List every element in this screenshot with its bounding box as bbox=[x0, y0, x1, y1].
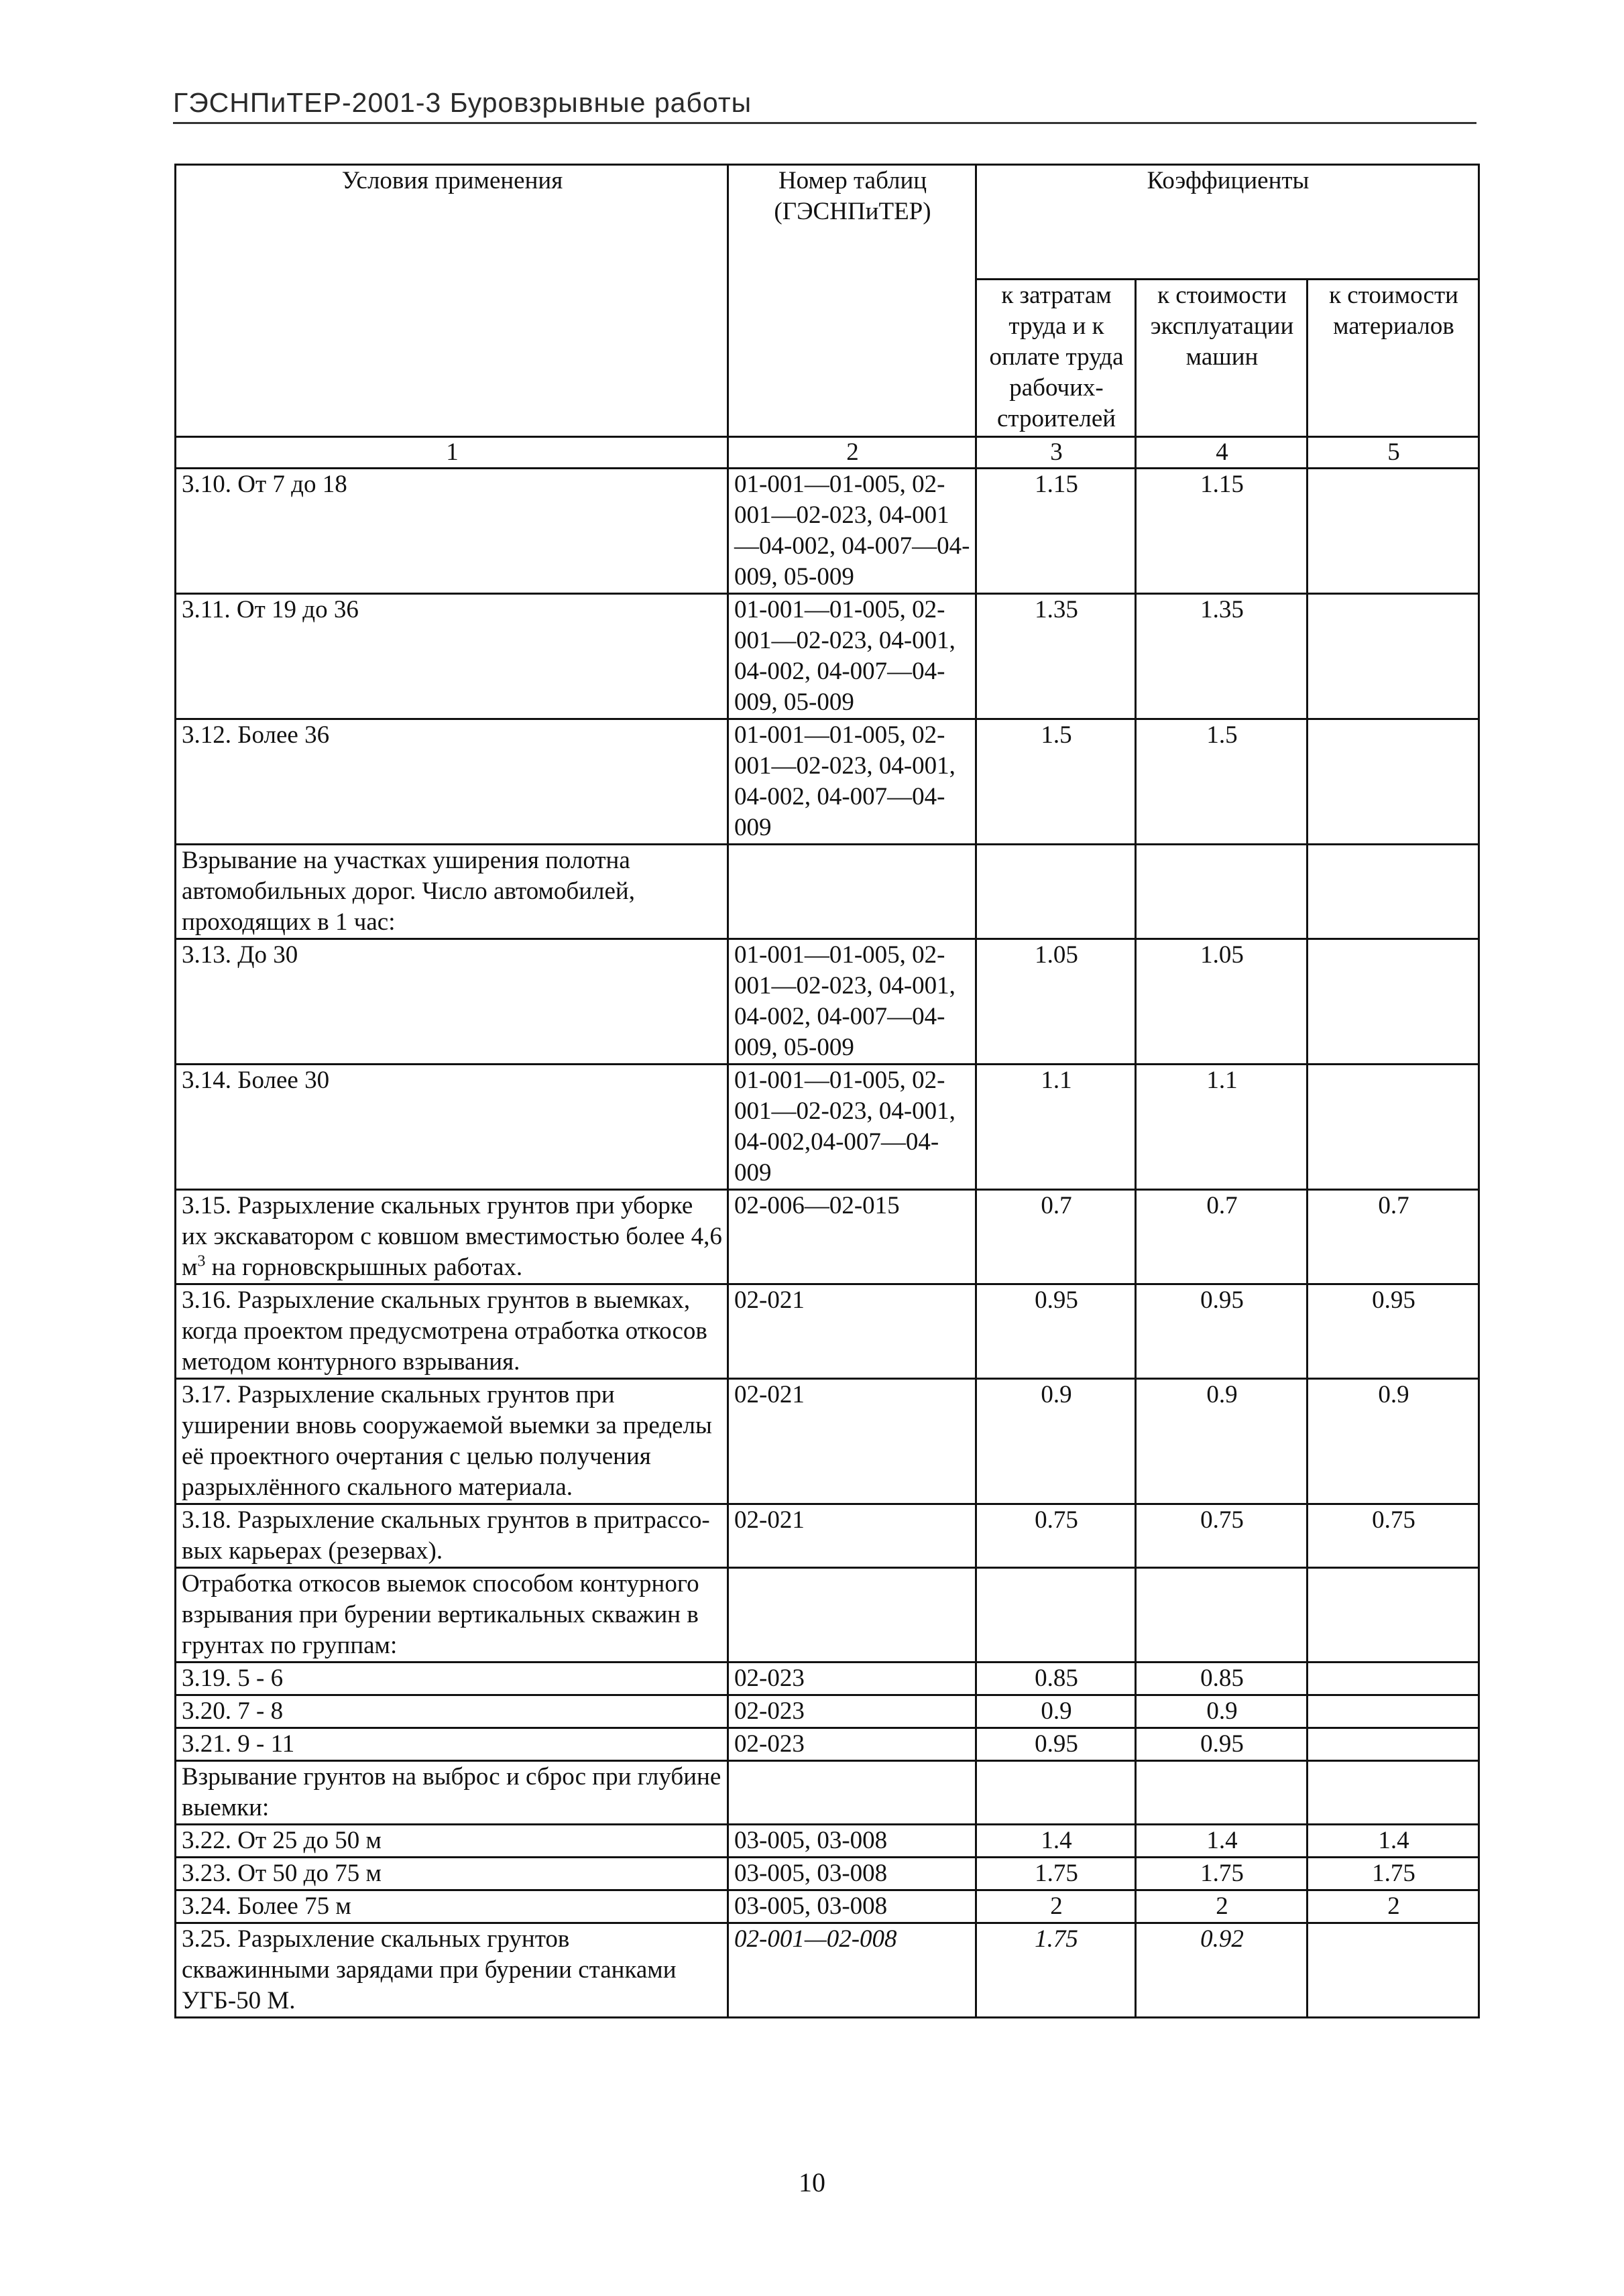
table-row bbox=[176, 1858, 1479, 1890]
coef-materials-cell bbox=[1308, 1728, 1479, 1761]
header-table-numbers-line1: Номер таблиц bbox=[778, 167, 927, 194]
coef-labor-cell: 1.05 bbox=[976, 939, 1136, 1065]
table-row bbox=[176, 1065, 1479, 1190]
condition-cell: 3.16. Разрыхление скальных грунтов в выемках, когда проектом предусмотрена отработка откосов методом контурного взрывания. bbox=[176, 1284, 728, 1379]
table-row bbox=[176, 1825, 1479, 1858]
coef-labor-cell: 0.9 bbox=[976, 1695, 1136, 1728]
coef-labor-cell: 1.75 bbox=[976, 1858, 1136, 1890]
table-numbers-cell: 01-001—01-005, 02-001—02-023, 04-001, 04-002,04-007—04-009 bbox=[728, 1065, 976, 1190]
coef-labor-cell: 1.75 bbox=[976, 1923, 1136, 2018]
table-row bbox=[176, 469, 1479, 594]
coef-materials-cell bbox=[1308, 1695, 1479, 1728]
coef-materials-cell: 0.75 bbox=[1308, 1504, 1479, 1568]
condition-cell: 3.12. Более 36 bbox=[176, 719, 728, 845]
condition-cell: 3.13. До 30 bbox=[176, 939, 728, 1065]
cubic-superscript: 3 bbox=[197, 1252, 206, 1270]
table-row bbox=[176, 1890, 1479, 1923]
coef-machines-cell: 1.35 bbox=[1136, 594, 1308, 719]
condition-cell: 3.10. От 7 до 18 bbox=[176, 469, 728, 594]
coef-machines-cell: 1.4 bbox=[1136, 1825, 1308, 1858]
condition-cell: 3.11. От 19 до 36 bbox=[176, 594, 728, 719]
table-row-section-heading bbox=[176, 1568, 1479, 1663]
condition-cell: 3.24. Более 75 м bbox=[176, 1890, 728, 1923]
coef-materials-cell bbox=[1308, 1663, 1479, 1695]
table-row bbox=[176, 1663, 1479, 1695]
coef-materials-cell: 0.7 bbox=[1308, 1190, 1479, 1284]
column-number: 5 bbox=[1308, 437, 1479, 469]
coef-materials-cell bbox=[1308, 845, 1479, 939]
header-conditions: Условия применения bbox=[176, 165, 728, 437]
table-row bbox=[176, 1284, 1479, 1379]
coef-materials-cell: 0.95 bbox=[1308, 1284, 1479, 1379]
coef-labor-cell bbox=[976, 1761, 1136, 1825]
table-numbers-cell: 01-001—01-005, 02-001—02-023, 04-001—04-002, 04-007—04-009, 05-009 bbox=[728, 469, 976, 594]
condition-cell: 3.19. 5 - 6 bbox=[176, 1663, 728, 1695]
column-number: 1 bbox=[176, 437, 728, 469]
table-numbers-cell: 02-023 bbox=[728, 1728, 976, 1761]
coef-machines-cell bbox=[1136, 1761, 1308, 1825]
condition-cell: 3.14. Более 30 bbox=[176, 1065, 728, 1190]
coef-labor-cell: 1.15 bbox=[976, 469, 1136, 594]
coef-labor-cell: 0.85 bbox=[976, 1663, 1136, 1695]
coef-labor-cell bbox=[976, 1568, 1136, 1663]
table-numbers-cell: 02-023 bbox=[728, 1695, 976, 1728]
coef-machines-cell: 0.85 bbox=[1136, 1663, 1308, 1695]
coef-materials-cell bbox=[1308, 594, 1479, 719]
coef-machines-cell: 1.05 bbox=[1136, 939, 1308, 1065]
table-numbers-cell: 03-005, 03-008 bbox=[728, 1858, 976, 1890]
condition-cell: 3.25. Разрыхление скальных грунтов скважинными зарядами при бурении станками УГБ-50 М. bbox=[176, 1923, 728, 2018]
header-rule bbox=[173, 122, 1476, 124]
coef-labor-cell: 0.9 bbox=[976, 1379, 1136, 1504]
condition-cell: 3.21. 9 - 11 bbox=[176, 1728, 728, 1761]
page-number: 10 bbox=[799, 2167, 825, 2197]
condition-cell: 3.18. Разрыхление скальных грунтов в притрассо-вых карьерах (резервах). bbox=[176, 1504, 728, 1568]
table-row bbox=[176, 1923, 1479, 2018]
coef-machines-cell: 0.92 bbox=[1136, 1923, 1308, 2018]
table-numbers-cell bbox=[728, 1761, 976, 1825]
header-table-numbers-line2: (ГЭСНПиТЕР) bbox=[774, 198, 931, 225]
header-coefficients: Коэффициенты bbox=[976, 165, 1479, 280]
coefficients-table bbox=[174, 164, 1480, 2018]
table-row bbox=[176, 1728, 1479, 1761]
column-number: 3 bbox=[976, 437, 1136, 469]
condition-cell: 3.23. От 50 до 75 м bbox=[176, 1858, 728, 1890]
table-row-section-heading bbox=[176, 845, 1479, 939]
table-numbers-cell: 02-023 bbox=[728, 1663, 976, 1695]
running-header: ГЭСНПиТЕР-2001-3 Буровзрывные работы bbox=[173, 87, 752, 118]
coef-machines-cell bbox=[1136, 1568, 1308, 1663]
header-col5-materials: к стоимости материалов bbox=[1308, 280, 1479, 437]
coef-labor-cell: 0.95 bbox=[976, 1728, 1136, 1761]
coef-labor-cell: 0.75 bbox=[976, 1504, 1136, 1568]
coef-machines-cell: 0.75 bbox=[1136, 1504, 1308, 1568]
table-row bbox=[176, 1190, 1479, 1284]
coef-machines-cell: 1.1 bbox=[1136, 1065, 1308, 1190]
table-row bbox=[176, 939, 1479, 1065]
coef-materials-cell bbox=[1308, 719, 1479, 845]
table-numbers-cell: 01-001—01-005, 02-001—02-023, 04-001, 04-002, 04-007—04-009, 05-009 bbox=[728, 594, 976, 719]
header-col4-machines: к стоимости эксплуатации машин bbox=[1136, 280, 1308, 437]
table-row-section-heading bbox=[176, 1761, 1479, 1825]
coef-materials-cell: 1.75 bbox=[1308, 1858, 1479, 1890]
coef-materials-cell bbox=[1308, 939, 1479, 1065]
header-table-numbers bbox=[728, 165, 976, 437]
coef-machines-cell: 0.95 bbox=[1136, 1728, 1308, 1761]
table-row bbox=[176, 594, 1479, 719]
table-numbers-cell: 02-006—02-015 bbox=[728, 1190, 976, 1284]
coef-materials-cell bbox=[1308, 469, 1479, 594]
coef-materials-cell bbox=[1308, 1568, 1479, 1663]
table-row bbox=[176, 1379, 1479, 1504]
condition-cell bbox=[176, 1190, 728, 1284]
coef-materials-cell bbox=[1308, 1065, 1479, 1190]
coef-labor-cell: 1.1 bbox=[976, 1065, 1136, 1190]
coef-labor-cell: 1.5 bbox=[976, 719, 1136, 845]
coef-materials-cell: 1.4 bbox=[1308, 1825, 1479, 1858]
coef-labor-cell bbox=[976, 845, 1136, 939]
table-numbers-cell: 02-021 bbox=[728, 1284, 976, 1379]
coef-machines-cell: 0.9 bbox=[1136, 1695, 1308, 1728]
coef-machines-cell: 1.5 bbox=[1136, 719, 1308, 845]
table-numbers-cell: 02-001—02-008 bbox=[728, 1923, 976, 2018]
condition-cell: Взрывание на участках уширения полотна автомобильных дорог. Число автомобилей, проходящих в 1 час: bbox=[176, 845, 728, 939]
table-numbers-cell bbox=[728, 1568, 976, 1663]
coef-machines-cell: 1.75 bbox=[1136, 1858, 1308, 1890]
coef-materials-cell: 2 bbox=[1308, 1890, 1479, 1923]
table-numbers-cell: 01-001—01-005, 02-001—02-023, 04-001, 04-002, 04-007—04-009 bbox=[728, 719, 976, 845]
coef-labor-cell: 0.7 bbox=[976, 1190, 1136, 1284]
header-col3-labor: к затратам труда и к оплате труда рабочих-строителей bbox=[976, 280, 1136, 437]
column-number: 4 bbox=[1136, 437, 1308, 469]
coef-materials-cell: 0.9 bbox=[1308, 1379, 1479, 1504]
condition-cell: Взрывание грунтов на выброс и сброс при глубине выемки: bbox=[176, 1761, 728, 1825]
condition-cell: Отработка откосов выемок способом контурного взрывания при бурении вертикальных скважин в грунтах по группам: bbox=[176, 1568, 728, 1663]
table-numbers-cell: 02-021 bbox=[728, 1504, 976, 1568]
coef-machines-cell bbox=[1136, 845, 1308, 939]
coef-labor-cell: 2 bbox=[976, 1890, 1136, 1923]
table-numbers-cell: 02-021 bbox=[728, 1379, 976, 1504]
coef-machines-cell: 2 bbox=[1136, 1890, 1308, 1923]
table-row bbox=[176, 1695, 1479, 1728]
table-row bbox=[176, 1504, 1479, 1568]
condition-cell: 3.17. Разрыхление скальных грунтов при уширении вновь сооружаемой выемки за пределы её проектного очертания с целью получения разрыхлённого скального материала. bbox=[176, 1379, 728, 1504]
column-number: 2 bbox=[728, 437, 976, 469]
coef-machines-cell: 0.95 bbox=[1136, 1284, 1308, 1379]
table-numbers-cell: 03-005, 03-008 bbox=[728, 1890, 976, 1923]
table-row bbox=[176, 719, 1479, 845]
condition-text: 3.15. Разрыхление скальных грунтов при уборке их экскаватором с ковшом вместимостью более 4,6 м bbox=[182, 1192, 722, 1281]
table-numbers-cell bbox=[728, 845, 976, 939]
column-number-row bbox=[176, 437, 1479, 469]
coef-materials-cell bbox=[1308, 1923, 1479, 2018]
coef-labor-cell: 1.4 bbox=[976, 1825, 1136, 1858]
coef-materials-cell bbox=[1308, 1761, 1479, 1825]
coef-machines-cell: 0.7 bbox=[1136, 1190, 1308, 1284]
condition-cell: 3.20. 7 - 8 bbox=[176, 1695, 728, 1728]
table-numbers-cell: 03-005, 03-008 bbox=[728, 1825, 976, 1858]
condition-cell: 3.22. От 25 до 50 м bbox=[176, 1825, 728, 1858]
table-numbers-cell: 01-001—01-005, 02-001—02-023, 04-001, 04-002, 04-007—04-009, 05-009 bbox=[728, 939, 976, 1065]
coef-labor-cell: 1.35 bbox=[976, 594, 1136, 719]
coef-machines-cell: 0.9 bbox=[1136, 1379, 1308, 1504]
coef-labor-cell: 0.95 bbox=[976, 1284, 1136, 1379]
coef-machines-cell: 1.15 bbox=[1136, 469, 1308, 594]
condition-text-tail: на горновскрышных работах. bbox=[205, 1254, 523, 1281]
